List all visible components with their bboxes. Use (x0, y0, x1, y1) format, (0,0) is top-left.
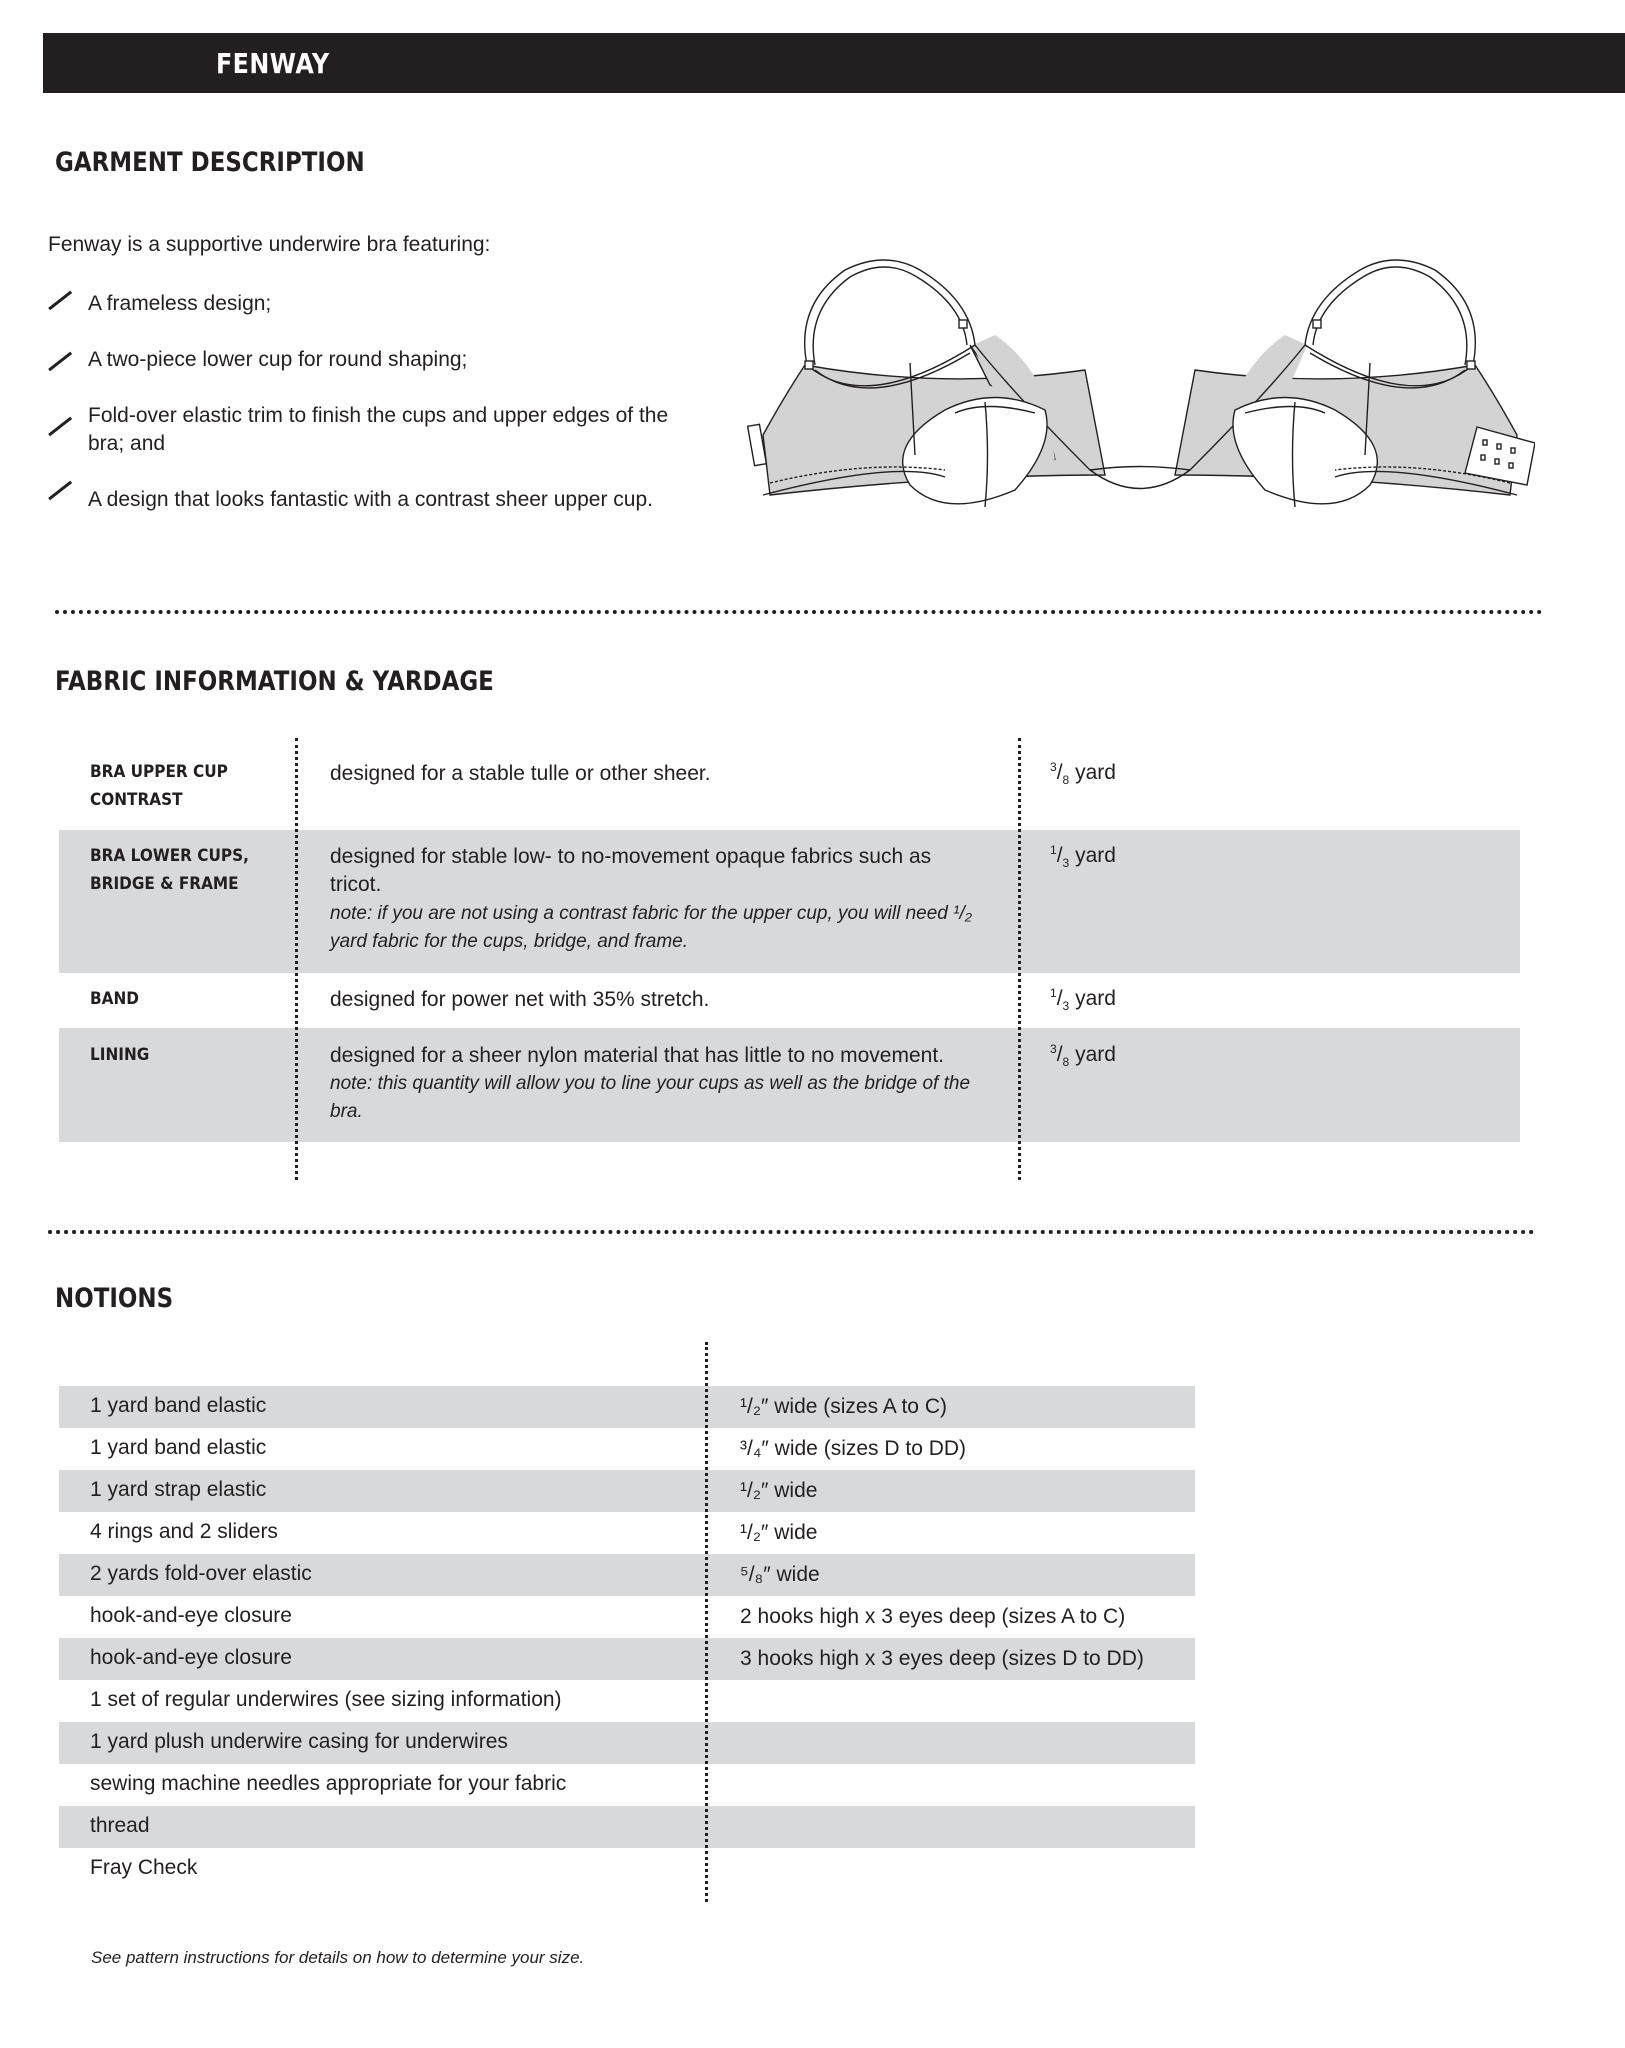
notion-detail (740, 1395, 947, 1419)
notion-detail-text: ″ wide (sizes D to DD) (761, 1437, 967, 1460)
notion-item: 4 rings and 2 sliders (90, 1520, 278, 1543)
fabric-note: yard fabric for the cups, bridge, and frame. (330, 931, 689, 952)
notion-detail-text: ″ wide (sizes A to C) (760, 1395, 947, 1418)
fabric-yardage: $^3/_8$ yard (1050, 760, 1116, 788)
fabric-note: bra. (330, 1101, 363, 1122)
notions-heading: NOTIONS (55, 1283, 174, 1314)
yardage-denominator: 3 (1062, 999, 1070, 1014)
yardage-numerator: 1 (1050, 843, 1057, 857)
feature-text: bra; and (88, 432, 166, 455)
yardage-denominator: 8 (1062, 773, 1070, 788)
fabric-label: LINING (90, 1045, 150, 1065)
section-divider (48, 1230, 1535, 1234)
notion-row (59, 1722, 1195, 1764)
notion-item: 1 yard band elastic (90, 1436, 267, 1459)
fabric-description: tricot. (330, 873, 382, 896)
notion-item: 1 yard band elastic (90, 1394, 267, 1417)
notion-row (59, 1638, 1195, 1680)
feature-text: Fold-over elastic trim to finish the cups and upper edges of the (88, 404, 669, 427)
column-divider (705, 1342, 708, 1902)
feature-text: A design that looks fantastic with a contrast sheer upper cup. (88, 488, 653, 511)
fabric-description: designed for power net with 35% stretch. (330, 988, 710, 1011)
fabric-yardage: $^3/_8$ yard (1050, 1042, 1116, 1070)
notion-detail (740, 1479, 817, 1503)
column-divider (295, 738, 298, 1180)
notion-detail-text: 2 hooks high x 3 eyes deep (sizes A to C) (740, 1605, 1126, 1628)
slash-bullet-icon (48, 481, 72, 500)
notion-detail-text: ″ wide (760, 1479, 818, 1502)
notion-detail-text: 3 hooks high x 3 eyes deep (sizes D to DD) (740, 1647, 1144, 1670)
fabric-label: CONTRAST (90, 790, 183, 810)
notion-row (59, 1596, 1195, 1638)
notion-detail (740, 1563, 820, 1587)
notion-item: hook-and-eye closure (90, 1646, 292, 1669)
notion-detail (740, 1647, 1144, 1671)
yardage-unit: yard (1075, 844, 1116, 867)
notion-detail (740, 1605, 1125, 1629)
notion-row (59, 1470, 1195, 1512)
notion-item: thread (90, 1814, 150, 1837)
feature-text: A frameless design; (88, 292, 272, 315)
yardage-numerator: 1 (1050, 986, 1057, 1000)
notion-item: Fray Check (90, 1856, 198, 1879)
footnote: See pattern instructions for details on how to determine your size. (91, 1948, 585, 1967)
fabric-description: designed for a sheer nylon material that has little to no movement. (330, 1044, 945, 1067)
notion-row (59, 1512, 1195, 1554)
section-divider (55, 610, 1543, 614)
notion-item: sewing machine needles appropriate for your fabric (90, 1772, 567, 1795)
fabric-description: designed for a stable tulle or other sheer. (330, 762, 711, 785)
yardage-denominator: 3 (1062, 856, 1070, 871)
garment-description-heading: GARMENT DESCRIPTION (55, 147, 365, 178)
fabric-note: note: if you are not using a contrast fabric for the upper cup, you will need ¹/₂ (330, 903, 972, 924)
notion-detail-text: ″ wide (760, 1521, 818, 1544)
feature-text: A two-piece lower cup for round shaping; (88, 348, 468, 371)
header-bar (43, 33, 1625, 93)
slash-bullet-icon (48, 352, 72, 371)
notion-item: hook-and-eye closure (90, 1604, 292, 1627)
notion-item: 1 yard plush underwire casing for underwires (90, 1730, 508, 1753)
column-divider (1018, 738, 1021, 1180)
slash-bullet-icon (48, 291, 72, 310)
yardage-unit: yard (1075, 1043, 1116, 1066)
notion-row (59, 1848, 1195, 1890)
yardage-unit: yard (1075, 761, 1116, 784)
fabric-heading: FABRIC INFORMATION & YARDAGE (55, 666, 494, 697)
pattern-title: FENWAY (216, 47, 330, 80)
fabric-label: BRIDGE & FRAME (90, 874, 239, 894)
notion-item: 1 set of regular underwires (see sizing information) (90, 1688, 562, 1711)
notion-detail (740, 1521, 817, 1545)
garment-intro: Fenway is a supportive underwire bra featuring: (48, 233, 491, 256)
fabric-label: BRA UPPER CUP (90, 762, 228, 782)
notion-row (59, 1554, 1195, 1596)
yardage-unit: yard (1075, 987, 1116, 1010)
fabric-description: designed for stable low- to no-movement opaque fabrics such as (330, 845, 932, 868)
notion-item: 2 yards fold-over elastic (90, 1562, 312, 1585)
notion-fraction: ⁵/₈ (740, 1563, 764, 1586)
slash-bullet-icon (48, 417, 72, 436)
fabric-label: BRA LOWER CUPS, (90, 846, 249, 866)
yardage-denominator: 8 (1062, 1055, 1070, 1070)
bra-illustration (745, 245, 1535, 507)
fabric-yardage: $^1/_3$ yard (1050, 843, 1116, 871)
notion-fraction: ¹/₂ (740, 1521, 761, 1544)
notion-detail (740, 1437, 966, 1461)
yardage-numerator: 3 (1050, 1042, 1057, 1056)
notions-rows (59, 1386, 1195, 1890)
notion-detail-text: ″ wide (763, 1563, 820, 1586)
notion-row (59, 1386, 1195, 1428)
fabric-yardage: $^1/_3$ yard (1050, 986, 1116, 1014)
notion-fraction: ³/₄ (740, 1437, 762, 1460)
notion-item: 1 yard strap elastic (90, 1478, 267, 1501)
notion-row (59, 1428, 1195, 1470)
fabric-label: BAND (90, 989, 140, 1009)
fabric-note: note: this quantity will allow you to line your cups as well as the bridge of the (330, 1073, 971, 1094)
notion-row (59, 1764, 1195, 1806)
notion-fraction: ¹/₂ (740, 1479, 761, 1502)
notion-row (59, 1806, 1195, 1848)
notion-fraction: ¹/₂ (740, 1395, 761, 1418)
notion-row (59, 1680, 1195, 1722)
yardage-numerator: 3 (1050, 760, 1057, 774)
